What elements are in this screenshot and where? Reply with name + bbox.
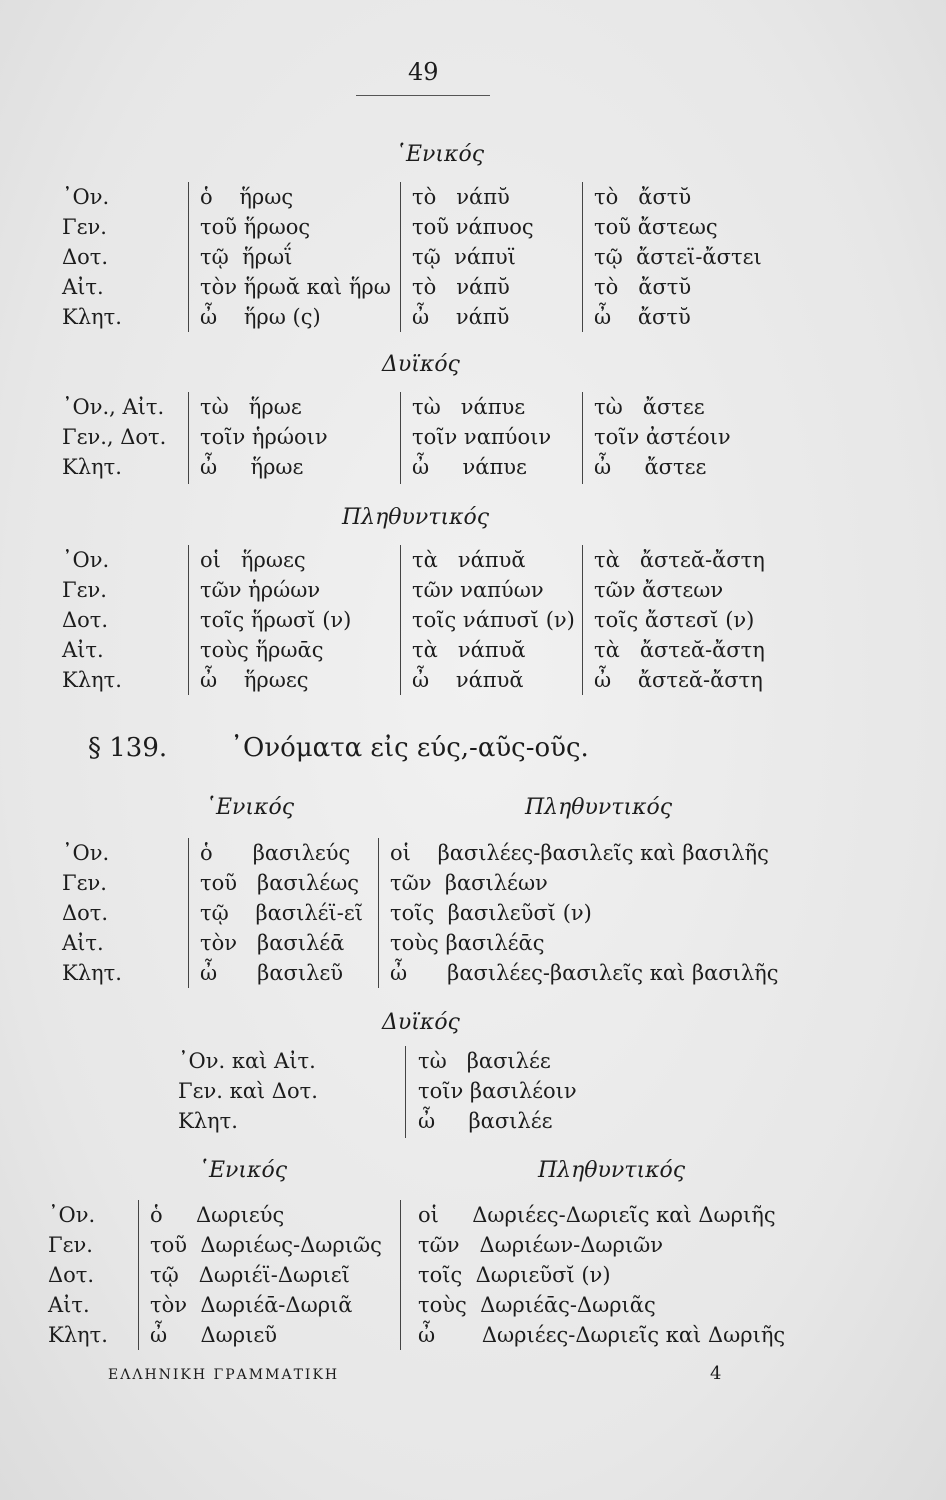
t1-singular-divider-2 [400, 182, 401, 332]
table-cell: Αἰτ. [48, 1293, 90, 1317]
t1-dual-divider-1 [188, 392, 189, 484]
t3-divider-1 [138, 1200, 139, 1350]
table-cell: ὁ ἥρως [200, 185, 294, 209]
t2-dual-forms [418, 1046, 577, 1136]
table-cell: Κλητ. [178, 1109, 238, 1133]
table-cell: Γεν., Δοτ. [62, 425, 167, 449]
t1-singular-col2 [412, 182, 534, 332]
table-cell: τὸ νάπῠ [412, 275, 510, 299]
table-cell: Δοτ. [62, 245, 109, 269]
table-cell: οἱ Δωριέες-Δωριεῖς καὶ Δωριῆς [418, 1203, 776, 1227]
table-cell: ὦ νάπυᾰ [412, 668, 524, 692]
table-cell: τοῦ ἄστεως [594, 215, 718, 239]
table-cell: τοῦ νάπυος [412, 215, 534, 239]
header-rule [356, 95, 490, 96]
table-cell: οἱ ἥρωες [200, 548, 306, 572]
t1-dual-divider-2 [400, 392, 401, 484]
table-cell: οἱ βασιλέες-βασιλεῖς καὶ βασιλῆς [390, 841, 769, 865]
table-cell: τὼ ἥρωε [200, 395, 302, 419]
table-cell: τῶν ναπύων [412, 578, 544, 602]
table-cell: τὰ νάπυᾰ [412, 638, 526, 662]
table-cell: τῶν Δωριέων-Δωριῶν [418, 1233, 664, 1257]
table-cell: τὸ ἄστῠ [594, 275, 692, 299]
t1-dual-col3 [594, 392, 731, 482]
table-cell: τῷ ἥρωΐ [200, 245, 293, 269]
table-cell: Κλητ. [62, 961, 122, 985]
t2-cases [62, 838, 122, 988]
table-cell: τὸν Δωριέᾱ-Δωριᾶ [150, 1293, 353, 1317]
footer-signature: 4 [710, 1363, 724, 1384]
table-cell: Γεν. [48, 1233, 93, 1257]
table-cell: ὦ Δωριέες-Δωριεῖς καὶ Δωριῆς [418, 1323, 786, 1347]
t3-singular-heading: ῾Ενικός [198, 1158, 288, 1183]
t1-plural-col1 [200, 545, 351, 695]
table-cell: ὁ Δωριεύς [150, 1203, 285, 1227]
t2-dual-divider [405, 1046, 406, 1138]
table-cell: Αἰτ. [62, 275, 104, 299]
table-cell: ᾿Ον. [62, 841, 110, 865]
t1-dual-heading: Δυϊκός [382, 352, 460, 377]
table-cell: τοῖς νάπυσῐ (ν) [412, 608, 575, 632]
table-cell: Γεν. [62, 578, 107, 602]
t1-dual-col1 [200, 392, 328, 482]
table-cell: τοῖν ἡρώοιν [200, 425, 328, 449]
table-cell: τοῖς ἄστεσῐ (ν) [594, 608, 755, 632]
table-cell: ὦ ἄστῠ [594, 305, 691, 329]
t1-plural-col3 [594, 545, 765, 695]
table-cell: τοῖς ἥρωσῐ (ν) [200, 608, 352, 632]
t1-plural-cases [62, 545, 122, 695]
table-cell: ὦ βασιλέες-βασιλεῖς καὶ βασιλῆς [390, 961, 779, 985]
table-cell: ὦ νάπυε [412, 455, 527, 479]
t1-singular-divider-1 [188, 182, 189, 332]
table-cell: Γεν. [62, 215, 107, 239]
table-cell: τοῖς βασιλεῦσῐ (ν) [390, 901, 592, 925]
table-cell: ὦ ἥρωε [200, 455, 304, 479]
table-cell: τοῦ ἥρωος [200, 215, 311, 239]
table-cell: τοῦ βασιλέως [200, 871, 360, 895]
table-cell: Δοτ. [62, 901, 109, 925]
table-cell: τοὺς ἥρωᾱς [200, 638, 324, 662]
t3-singular [150, 1200, 382, 1350]
t3-divider-2 [400, 1200, 401, 1350]
footer-book-title: ΕΛΛΗΝΙΚΗ ΓΡΑΜΜΑΤΙΚΗ [108, 1367, 340, 1383]
t1-singular-heading: ῾Ενικός [395, 142, 485, 167]
t3-cases [48, 1200, 108, 1350]
t1-plural-heading: Πληθυντικός [342, 505, 490, 530]
t1-plural-divider-3 [582, 545, 583, 695]
table-cell: τοὺς Δωριέᾱς-Δωριᾶς [418, 1293, 656, 1317]
table-cell: τῷ βασιλέϊ-εῖ [200, 901, 363, 925]
table-cell: Κλητ. [62, 305, 122, 329]
table-cell: τῶν ἡρώων [200, 578, 321, 602]
table-cell: Γεν. [62, 871, 107, 895]
table-cell: ᾿Ον., Αἰτ. [62, 395, 165, 419]
table-cell: τοῖν ἀστέοιν [594, 425, 731, 449]
table-cell: τὸ νάπῠ [412, 185, 510, 209]
table-cell: Κλητ. [62, 455, 122, 479]
table-cell: τῷ νάπυϊ [412, 245, 516, 269]
t2-plural [390, 838, 779, 988]
table-cell: τὰ νάπυᾰ [412, 548, 526, 572]
t2-divider-2 [378, 838, 379, 988]
table-cell: ὁ βασιλεύς [200, 841, 351, 865]
table-cell: τὸν ἥρωᾰ καὶ ἥρω [200, 275, 391, 299]
t2-singular-heading: ῾Ενικός [205, 795, 295, 820]
table-cell: Αἰτ. [62, 638, 104, 662]
table-cell: τὸ ἄστῠ [594, 185, 692, 209]
table-cell: Γεν. καὶ Δοτ. [178, 1079, 318, 1103]
table-cell: ὦ νάπῠ [412, 305, 510, 329]
t1-dual-divider-3 [582, 392, 583, 484]
table-cell: Κλητ. [48, 1323, 108, 1347]
table-cell: Δοτ. [48, 1263, 95, 1287]
t3-plural-heading: Πληθυντικός [538, 1158, 686, 1183]
table-cell: τῷ Δωριέϊ-Δωριεῖ [150, 1263, 350, 1287]
table-cell: τὰ ἄστεᾰ-ἄστη [594, 638, 765, 662]
table-cell: ὦ ἥρω (ς) [200, 305, 321, 329]
table-cell: Αἰτ. [62, 931, 104, 955]
t1-dual-col2 [412, 392, 551, 482]
table-cell: τὸν βασιλέᾱ [200, 931, 345, 955]
table-cell: ᾿Ον. [48, 1203, 96, 1227]
t2-divider-1 [188, 838, 189, 988]
t1-plural-divider-1 [188, 545, 189, 695]
table-cell: ὦ ἄστεᾰ-ἄστη [594, 668, 763, 692]
table-cell: τὼ νάπυε [412, 395, 526, 419]
t2-dual-cases [178, 1046, 318, 1136]
section-number: § 139. [88, 733, 168, 763]
t1-singular-cases [62, 182, 122, 332]
table-cell: ὦ Δωριεῦ [150, 1323, 278, 1347]
table-cell: Δοτ. [62, 608, 109, 632]
t2-singular [200, 838, 363, 988]
table-cell: τοὺς βασιλέᾱς [390, 931, 545, 955]
t2-plural-heading: Πληθυντικός [525, 795, 673, 820]
table-cell: τοῖν βασιλέοιν [418, 1079, 577, 1103]
t1-singular-col1 [200, 182, 391, 332]
table-cell: τῶν ἄστεων [594, 578, 724, 602]
section-title: ᾿Ονόματα εἰς εύς,-αῦς-οῦς. [230, 733, 589, 763]
table-cell: τοῦ Δωριέως-Δωριῶς [150, 1233, 382, 1257]
page-number: 49 [408, 58, 439, 86]
table-cell: ᾿Ον. [62, 548, 110, 572]
t1-dual-cases [62, 392, 166, 482]
table-cell: τῶν βασιλέων [390, 871, 548, 895]
table-cell: ὦ ἄστεε [594, 455, 707, 479]
table-cell: Κλητ. [62, 668, 122, 692]
table-cell: ᾿Ον. καὶ Αἰτ. [178, 1049, 316, 1073]
table-cell: ὦ βασιλεῦ [200, 961, 344, 985]
table-cell: τοῖν ναπύοιν [412, 425, 552, 449]
t1-singular-divider-3 [582, 182, 583, 332]
t1-singular-col3 [594, 182, 762, 332]
table-cell: τὼ ἄστεε [594, 395, 705, 419]
t2-dual-heading: Δυϊκός [382, 1010, 460, 1035]
t1-plural-divider-2 [400, 545, 401, 695]
t1-plural-col2 [412, 545, 575, 695]
table-cell: τῷ ἄστεϊ-ἄστει [594, 245, 762, 269]
table-cell: τὰ ἄστεᾰ-ἄστη [594, 548, 765, 572]
table-cell: ὦ ἥρωες [200, 668, 309, 692]
table-cell: ὦ βασιλέε [418, 1109, 553, 1133]
table-cell: ᾿Ον. [62, 185, 110, 209]
table-cell: τὼ βασιλέε [418, 1049, 551, 1073]
table-cell: τοῖς Δωριεῦσῐ (ν) [418, 1263, 611, 1287]
t3-plural [418, 1200, 785, 1350]
